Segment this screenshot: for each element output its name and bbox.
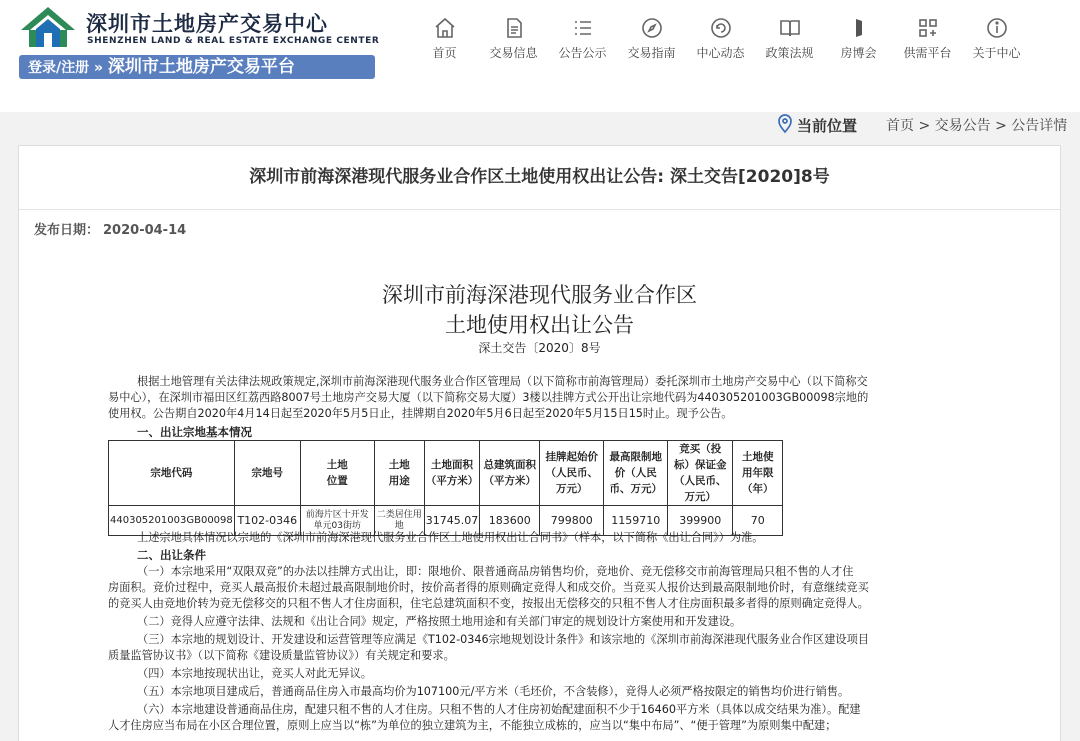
intro-paragraph-line: 易中心），在深圳市福田区红荔西路8007号土地房产交易大厦（以下简称交易大厦）3楼以挂牌方式公开出让宗地代码为440305201003GB00098宗地的	[108, 391, 869, 404]
nav-item-expo[interactable]	[824, 14, 893, 64]
condition-line: （五）本宗地项目建成后，普通商品住房入市最高均价为107100元/平方米（毛坯价，不含装修），竞得人必须严格按限定的销售均价进行销售。	[137, 685, 850, 698]
table-header: 竞买（投 标）保证金 （人民币、 万元）	[668, 441, 733, 506]
condition-line: （三）本宗地的规划设计、开发建设和运营管理等应满足《T102-0346宗地规划设计条件》和该宗地的《深圳市前海深港现代服务业合作区建设项目	[137, 633, 869, 646]
nav-item-guide[interactable]	[617, 14, 686, 64]
condition-line: 的竞买人由竞地价转为竞无偿移交的只租不售人才住房面积，住宅总建筑面积不变，按报出无偿移交的只租不售人才住房面积最多者得的原则确定竞得人。	[108, 597, 869, 610]
table-header: 宗地号	[234, 441, 300, 506]
table-cell: 70	[733, 506, 783, 536]
document-number: 深土交告〔2020〕8号	[478, 341, 601, 355]
land-info-table	[108, 440, 783, 536]
condition-line: 人才住房应当布局在小区合理位置，原则上应当以“栋”为单位的独立建筑为主，不能独立成栋的，应当以“集中布局”、“便于管理”为原则集中配建；	[108, 719, 837, 732]
house-logo-icon[interactable]	[20, 6, 76, 48]
table-header: 总建筑面积 （平方米）	[480, 441, 540, 506]
table-cell: 1159710	[604, 506, 668, 536]
compass-icon	[640, 16, 664, 40]
table-cell: 31745.07	[424, 506, 480, 536]
publish-date-label: 发布日期：	[34, 223, 100, 238]
nav-item-trade-info[interactable]	[479, 14, 548, 64]
nav-item-label: 政策法规	[765, 46, 814, 60]
nav-item-policy[interactable]	[755, 14, 824, 64]
current-location-title: 当前位置	[797, 117, 858, 135]
table-header: 土地 用途	[374, 441, 424, 506]
book-icon	[778, 16, 802, 40]
flag-icon	[847, 16, 871, 40]
location-pin-icon	[776, 114, 794, 134]
notice-title: 深圳市前海深港现代服务业合作区土地使用权出让公告: 深土交告[2020]8号	[19, 146, 1060, 210]
table-header-row	[109, 441, 783, 506]
nav-item-label: 首页	[432, 46, 457, 60]
document-icon	[502, 16, 526, 40]
notice-panel	[18, 145, 1061, 741]
double-arrow-icon: »	[94, 60, 104, 76]
nav-item-about[interactable]	[962, 14, 1031, 64]
main-nav	[410, 14, 1031, 64]
condition-line: （六）本宗地建设普通商品住房，配建只租不售的人才住房。只租不售的人才住房初始配建面积不少于16460平方米（具体以成交结果为准）。配建	[137, 703, 861, 716]
publish-date-value: 2020-04-14	[103, 223, 187, 238]
condition-line: （一）本宗地采用“双限双竞”的办法以挂牌方式出让，即：限地价、限普通商品房销售均价，竞地价、竞无偿移交市前海管理局只租不售的人才住	[137, 565, 854, 578]
home-icon	[433, 16, 457, 40]
nav-item-label: 关于中心	[972, 46, 1021, 60]
table-header: 宗地代码	[109, 441, 235, 506]
nav-item-label: 房博会	[840, 46, 877, 60]
breadcrumb[interactable]: 首页 > 交易公告 > 公告详情	[886, 118, 1068, 134]
condition-line: 房面积。竞价过程中，竞买人最高报价未超过最高限制地价时，按价高者得的原则确定竞得人和成交价。当竞买人报价达到最高限制地价时，有意继续竞买	[108, 581, 869, 594]
section-heading-basic-info: 一、出让宗地基本情况	[137, 425, 252, 439]
nav-item-label: 交易信息	[489, 46, 538, 60]
document-title-line1: 深圳市前海深港现代服务业合作区	[382, 283, 697, 307]
nav-item-news[interactable]	[686, 14, 755, 64]
condition-line: （四）本宗地按现状出让，竞买人对此无异议。	[137, 667, 372, 680]
table-cell: 前海片区十开发单元03街坊	[300, 506, 374, 536]
site-header	[0, 0, 1080, 112]
condition-line: 质量监管协议书》（以下简称《建设质量监管协议》）有关规定和要求。	[108, 649, 455, 662]
table-header: 最高限制地 价（人民 币、万元）	[604, 441, 668, 506]
login-register-link[interactable]: 登录/注册	[28, 60, 90, 76]
grid-icon	[916, 16, 940, 40]
trading-platform-link[interactable]: 深圳市土地房产交易平台	[107, 57, 295, 77]
publish-date	[34, 219, 186, 238]
nav-item-home[interactable]	[410, 14, 479, 64]
intro-paragraph-line: 使用权。公告期自2020年4月14日起至2020年5月5日止，挂牌期自2020年5月6日起至2020年5月15日15时止。现予公告。	[108, 407, 733, 420]
nav-item-announcements[interactable]	[548, 14, 617, 64]
login-platform-bar	[19, 55, 375, 79]
site-name-en: SHENZHEN LAND & REAL ESTATE EXCHANGE CENTER	[87, 36, 380, 46]
nav-item-supply-demand[interactable]	[893, 14, 962, 64]
table-header: 土地使 用年限 （年）	[733, 441, 783, 506]
condition-line: （二）竞得人应遵守法律、法规和《出让合同》规定，严格按照土地用途和有关部门审定的规划设计方案使用和开发建设。	[137, 615, 742, 628]
nav-item-label: 中心动态	[696, 46, 745, 60]
refresh-icon	[709, 16, 733, 40]
table-cell: 440305201003GB00098	[109, 506, 235, 536]
info-icon	[985, 16, 1009, 40]
nav-item-label: 公告公示	[558, 46, 607, 60]
after-table-note: 上述宗地具体情况以宗地的《深圳市前海深港现代服务业合作区土地使用权出让合同书》（样本，以下简称《出让合同》）为准。	[137, 531, 764, 544]
table-header: 土地 位置	[300, 441, 374, 506]
table-cell: 399900	[668, 506, 733, 536]
table-cell: 183600	[480, 506, 540, 536]
list-icon	[571, 16, 595, 40]
intro-paragraph-line: 根据土地管理有关法律法规政策规定,深圳市前海深港现代服务业合作区管理局（以下简称市前海管理局）委托深圳市土地房产交易中心（以下简称交	[137, 375, 868, 388]
table-header: 土地面积 （平方米）	[424, 441, 480, 506]
document-title-line2: 土地使用权出让公告	[445, 313, 634, 337]
table-cell: 二类居住用地	[374, 506, 424, 536]
nav-item-label: 供需平台	[903, 46, 952, 60]
table-cell: T102-0346	[234, 506, 300, 536]
site-name-cn: 深圳市土地房产交易中心	[86, 12, 328, 36]
section-heading-conditions: 二、出让条件	[137, 548, 206, 562]
table-cell: 799800	[540, 506, 604, 536]
nav-item-label: 交易指南	[627, 46, 676, 60]
table-header: 挂牌起始价 （人民币、 万元）	[540, 441, 604, 506]
